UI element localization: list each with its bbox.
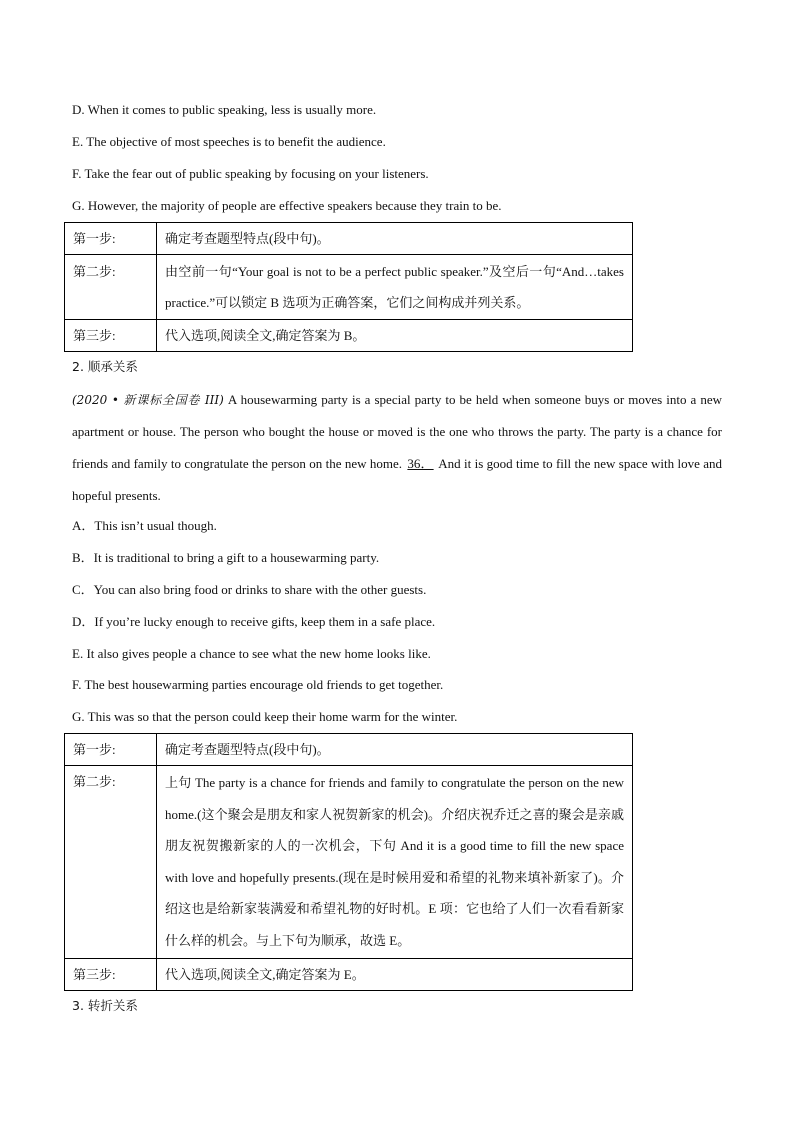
option-a: A．This isn’t usual though. bbox=[72, 518, 217, 533]
step-text: 确定考查题型特点(段中句)。 bbox=[157, 734, 633, 766]
option-c: C．You can also bring food or drinks to share with the other guests. bbox=[72, 582, 427, 597]
table-row bbox=[65, 734, 633, 766]
step-label: 第二步: bbox=[65, 766, 157, 959]
step-text: 代入选项,阅读全文,确定答案为 E。 bbox=[157, 958, 633, 990]
step-label: 第三步: bbox=[65, 320, 157, 352]
step-label: 第二步: bbox=[65, 255, 157, 320]
option-e: E. The objective of most speeches is to benefit the audience. bbox=[72, 134, 386, 149]
passage-text-start: A housewarming party is a special party to be held when someone buys or moves into a new apartment or house. The person who bought the house or moved is the one who throws the party. The party is a chance for friends and family to congratulate the person on the new home. bbox=[72, 392, 722, 471]
passage-source: (2020 • 新课标全国卷 III) bbox=[72, 393, 224, 407]
table-row bbox=[65, 766, 633, 959]
table-row bbox=[65, 320, 633, 352]
step-text: 确定考查题型特点(段中句)。 bbox=[157, 223, 633, 255]
option-f: F. The best housewarming parties encourage old friends to get together. bbox=[72, 677, 444, 692]
option-b: B．It is traditional to bring a gift to a housewarming party. bbox=[72, 550, 380, 565]
table-row bbox=[65, 255, 633, 320]
option-g: G. This was so that the person could keep their home warm for the winter. bbox=[72, 709, 458, 724]
steps-table-2 bbox=[64, 733, 633, 991]
option-g: G. However, the majority of people are effective speakers because they train to be. bbox=[72, 198, 502, 213]
steps-table-1 bbox=[64, 222, 633, 352]
step-text: 代入选项,阅读全文,确定答案为 B。 bbox=[157, 320, 633, 352]
blank-36: 36． bbox=[407, 456, 434, 471]
passage bbox=[72, 384, 722, 512]
option-e: E. It also gives people a chance to see what the new home looks like. bbox=[72, 646, 431, 661]
step-text: 上句 The party is a chance for friends and family to congratulate the person on the new home.(这个聚会是朋友和家人祝贺新家的机会)。介绍庆祝乔迁之喜的聚会是亲戚朋友祝贺搬新家的人的一次机会，下句 And it is a good time to fill the new space with love and hopefully presents.(现在是时候用爱和希望的礼物来填补新家了)。介绍这也是给新家装满爱和希望礼物的好时机。E 项：它也给了人们一次看看新家什么样的机会。与上下句为顺承，故选 E。 bbox=[157, 766, 633, 959]
section-heading-2: 2. 顺承关系 bbox=[72, 359, 138, 374]
option-f: F. Take the fear out of public speaking by focusing on your listeners. bbox=[72, 166, 429, 181]
step-text: 由空前一句“Your goal is not to be a perfect public speaker.”及空后一句“And…takes practice.”可以锁定 B 选项为正确答案，它们之间构成并列关系。 bbox=[157, 255, 633, 320]
option-d: D. When it comes to public speaking, less is usually more. bbox=[72, 102, 377, 117]
passage-text-end: And it is good time to fill the new space with love and hopeful presents. bbox=[72, 456, 722, 503]
section-heading-3: 3. 转折关系 bbox=[72, 998, 138, 1013]
table-row bbox=[65, 958, 633, 990]
step-label: 第一步: bbox=[65, 223, 157, 255]
option-d: D．If you’re lucky enough to receive gifts, keep them in a safe place. bbox=[72, 614, 436, 629]
step-label: 第三步: bbox=[65, 958, 157, 990]
table-row bbox=[65, 223, 633, 255]
step-label: 第一步: bbox=[65, 734, 157, 766]
